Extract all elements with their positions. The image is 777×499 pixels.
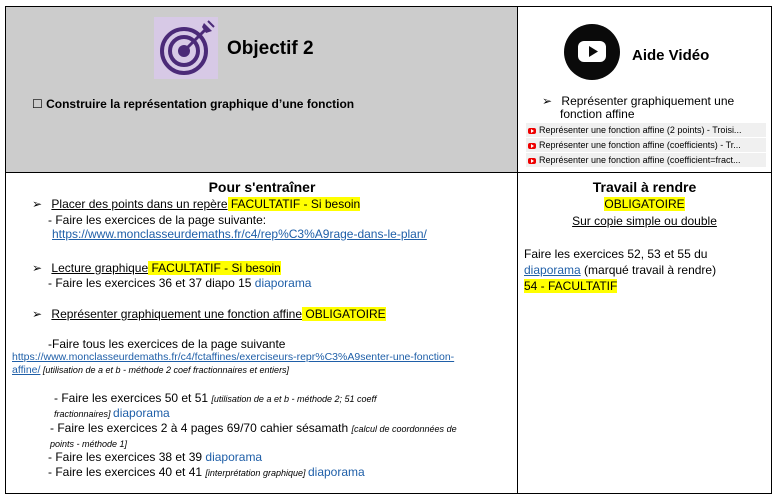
video-help-item[interactable] — [542, 95, 734, 121]
method-note: [calcul de coordonnées de — [351, 424, 457, 434]
instruction: - Faire les exercices de la page suivante: — [48, 213, 267, 227]
optional-tag: 54 - FACULTATIF — [524, 279, 618, 293]
diaporama-link[interactable]: diaporama — [205, 450, 263, 464]
instruction: -Faire tous les exercices de la page suivante — [48, 337, 286, 351]
section-represent-affine — [32, 307, 386, 321]
instruction-text: - Faire les exercices 36 et 37 diapo 15 — [48, 276, 255, 290]
video-link-1[interactable] — [526, 123, 766, 137]
play-button-icon[interactable] — [562, 23, 622, 81]
video-help-item-line2: fonction affine — [560, 107, 635, 121]
video-help-item-line1: Représenter graphiquement une — [561, 94, 735, 108]
exercise-page-link-tail[interactable]: affine/ — [12, 364, 41, 376]
video-help-cell — [518, 7, 771, 173]
homework-cell — [518, 173, 771, 493]
diaporama-link[interactable]: diaporama — [113, 406, 170, 420]
video-link-title: Représenter une fonction affine (2 points) - Troisi... — [539, 125, 742, 135]
method-note: fractionnaires] — [54, 409, 114, 419]
exercise-50-51-cont — [54, 406, 170, 420]
instruction — [48, 276, 311, 290]
homework-note: (marqué travail à rendre) — [580, 263, 717, 277]
required-tag: OBLIGATOIRE — [302, 307, 386, 321]
objective-task — [32, 97, 354, 111]
checkbox[interactable]: ☐ — [32, 97, 43, 111]
exercise-40-41 — [48, 465, 365, 479]
required-tag: OBLIGATOIRE — [604, 197, 685, 211]
bullet-arrow: ➢ — [32, 307, 43, 321]
bullet-arrow: ➢ — [542, 94, 553, 108]
exercise-38-39 — [48, 450, 262, 464]
instruction-text: - Faire les exercices 38 et 39 — [48, 450, 206, 464]
homework-format: Sur copie simple ou double — [572, 214, 717, 228]
section-title: Représenter graphiquement une fonction affine — [51, 307, 303, 321]
instruction-text: - Faire les exercices 40 et 41 — [48, 465, 206, 479]
homework-status — [518, 197, 771, 211]
youtube-icon — [528, 143, 536, 149]
practice-cell — [6, 173, 518, 493]
bullet-arrow: ➢ — [32, 261, 43, 275]
target-arrow-icon — [154, 17, 218, 79]
objective-task-text: Construire la représentation graphique d’une fonction — [46, 97, 355, 111]
method-note: points - méthode 1] — [50, 439, 128, 449]
exercise-page-link[interactable]: https://www.monclasseurdemaths.fr/c4/rep%C3%A9rage-dans-le-plan/ — [52, 227, 427, 241]
exercise-50-51 — [54, 391, 377, 405]
method-note: [utilisation de a et b - méthode 2; 51 coeff — [211, 394, 377, 404]
section-title: Placer des points dans un repère — [51, 197, 228, 211]
exercise-page-link-end — [12, 364, 289, 376]
instruction-text: - Faire les exercices 50 et 51 — [54, 391, 212, 405]
method-note: [interprétation graphique] — [205, 468, 308, 478]
diaporama-link[interactable]: diaporama — [254, 276, 312, 290]
objective-cell — [6, 7, 518, 173]
homework-optional — [524, 279, 617, 293]
video-link-title: Représenter une fonction affine (coefficient=fract... — [539, 155, 741, 165]
section-graphic-reading — [32, 261, 281, 275]
optional-tag: FACULTATIF - Si besoin — [227, 197, 361, 211]
video-help-title: Aide Vidéo — [632, 47, 710, 64]
homework-instruction-2 — [524, 263, 716, 277]
exercise-2-4 — [50, 421, 457, 435]
video-link-3[interactable] — [526, 153, 766, 167]
exercise-2-4-cont — [50, 436, 127, 450]
bullet-arrow: ➢ — [32, 197, 43, 211]
practice-title: Pour s'entraîner — [208, 179, 316, 195]
optional-tag: FACULTATIF - Si besoin — [148, 261, 281, 275]
homework-title: Travail à rendre — [592, 179, 697, 195]
youtube-icon — [528, 128, 536, 134]
objective-title: Objectif 2 — [227, 38, 314, 59]
video-link-title: Représenter une fonction affine (coefficients) - Tr... — [539, 140, 741, 150]
youtube-icon — [528, 158, 536, 164]
diaporama-link[interactable]: diaporama — [524, 263, 581, 277]
assignment-table — [5, 6, 772, 494]
homework-instruction: Faire les exercices 52, 53 et 55 du — [524, 247, 708, 261]
instruction-text: - Faire les exercices 2 à 4 pages 69/70 cahier sésamath — [50, 421, 352, 435]
section-title: Lecture graphique — [51, 261, 149, 275]
method-note: [utilisation de a et b - méthode 2 coef fractionnaires et entiers] — [40, 365, 290, 375]
section-place-points — [32, 197, 360, 211]
exercise-page-link[interactable]: https://www.monclasseurdemaths.fr/c4/fctaffines/exerciseurs-repr%C3%A9senter-une-fonction- — [12, 351, 455, 363]
video-link-2[interactable] — [526, 138, 766, 152]
diaporama-link[interactable]: diaporama — [307, 465, 365, 479]
